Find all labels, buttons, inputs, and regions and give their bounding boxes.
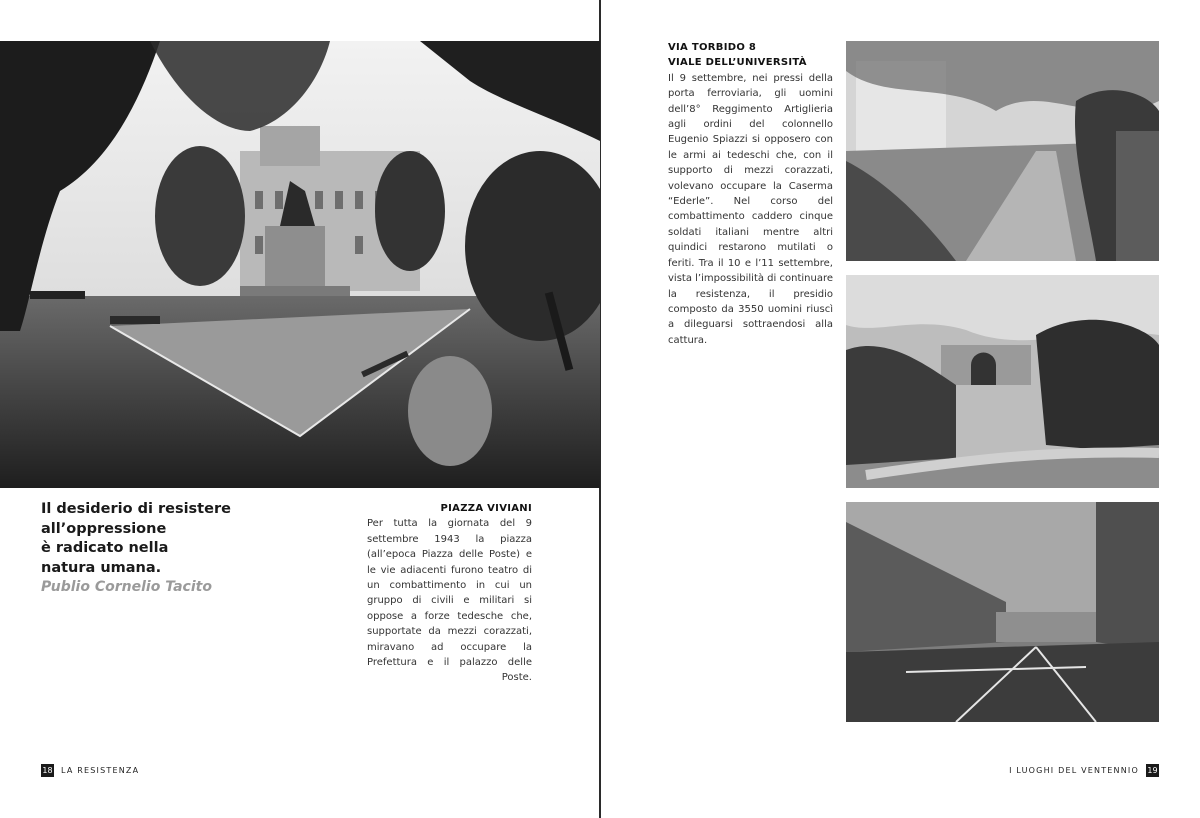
quote-line: Il desiderio di resistere <box>41 501 231 517</box>
caption-body: Per tutta la giornata del 9 settembre 1943 la piazza (all’epoca Piazza delle Poste) e le vie adiacenti furono teatro di un combattimento in cui un gruppo di civili e militari si oppose a forze tedesche che, supportate da mezzi corazzati, miravano ad occupare la Prefettura e il palazzo delle Poste. <box>367 518 532 684</box>
quote-line: è radicato nella <box>41 540 169 556</box>
piazza-viviani-caption <box>367 501 532 686</box>
piazza-viviani-photo <box>0 41 600 488</box>
via-torbido-photo-1 <box>846 41 1159 261</box>
via-torbido-photo-2 <box>846 275 1159 488</box>
caption-body: Il 9 settembre, nei pressi della porta ferroviaria, gli uomini dell’8° Reggimento Artiglieria agli ordini del colonnello Eugenio Spiazzi si opposero con le armi ai tedeschi che, con il supporto di mezzi corazzati, volevano occupare la Caserma “Ederle”. Nel corso del combattimento caddero cinque soldati italiani mentre altri quindici restarono mutilati o feriti. Tra il 10 e l’11 settembre, vista l’impossibilità di continuare la resistenza, il presidio composto da 3550 uomini riuscì a dileguarsi sottraendosi alla cattura. <box>668 72 833 346</box>
caption-title: PIAZZA VIVIANI <box>440 503 532 514</box>
pull-quote <box>41 500 301 598</box>
quote-author: Publio Cornelio Tacito <box>41 579 212 595</box>
caption-title: VIALE DELL’UNIVERSITÀ <box>668 57 807 69</box>
folio-right <box>1009 764 1159 777</box>
running-head: I LUOGHI DEL VENTENNIO <box>1009 766 1139 775</box>
folio-left <box>41 764 139 777</box>
via-torbido-caption <box>668 40 833 348</box>
running-head: LA RESISTENZA <box>61 766 140 775</box>
caption-title: VIA TORBIDO 8 <box>668 42 757 53</box>
page-number: 19 <box>1147 766 1158 775</box>
quote-line: all’oppressione <box>41 520 167 537</box>
page-number: 18 <box>42 766 53 775</box>
caserma-courtyard-photo <box>846 502 1159 722</box>
quote-line: natura umana. <box>41 559 162 576</box>
